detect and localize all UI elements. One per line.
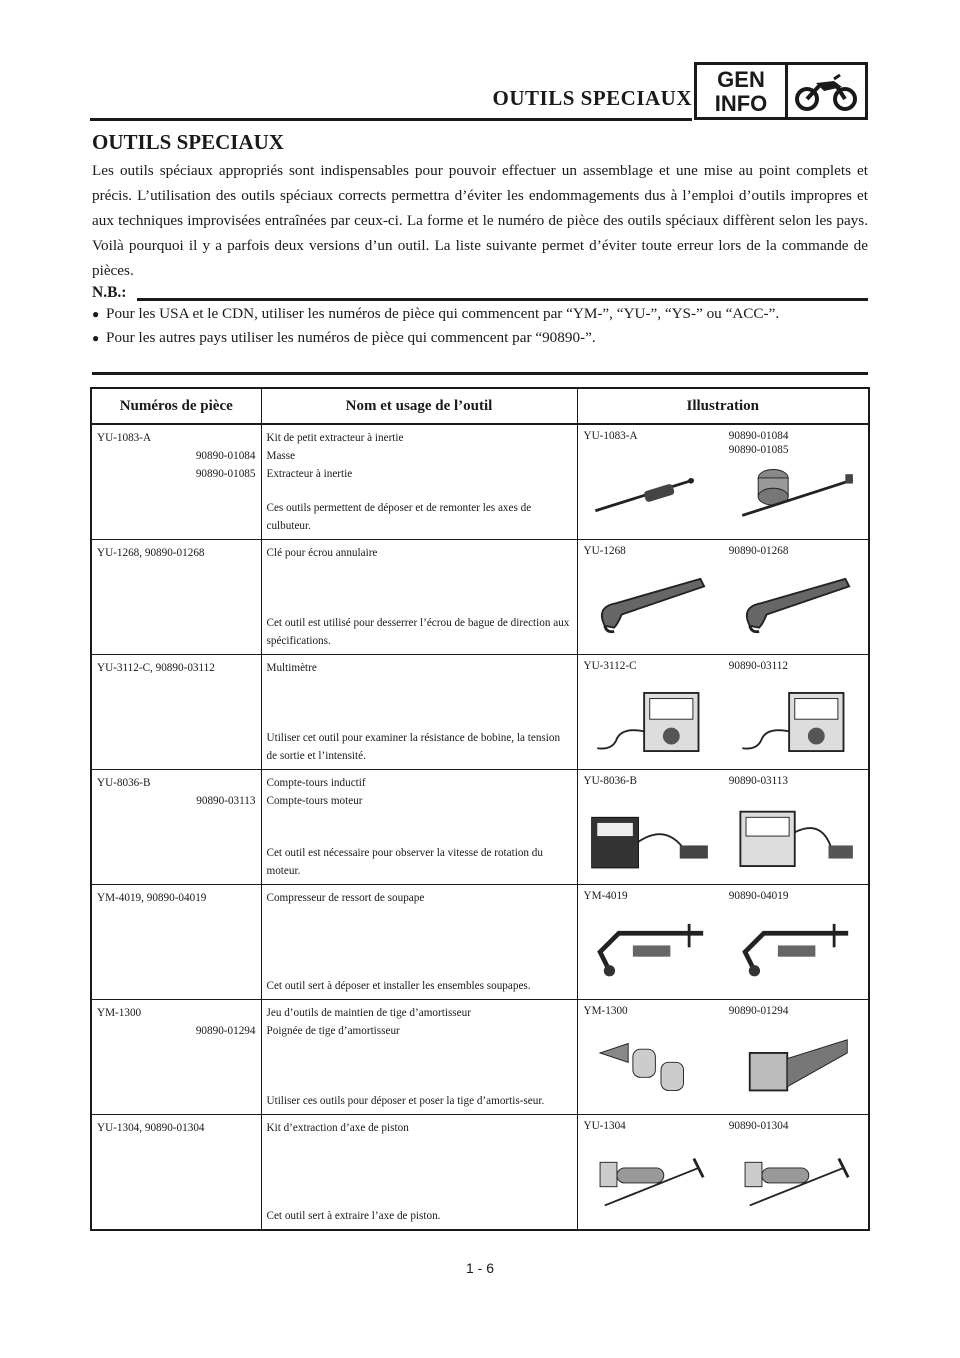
multimeter-icon (731, 687, 862, 757)
tool-name-cell (261, 655, 577, 770)
part-numbers-cell (91, 769, 261, 884)
badge-line-gen: GEN (717, 67, 765, 92)
note-end-rule (92, 372, 868, 375)
tool-usage: Utiliser cet outil pour examiner la résistance de bobine, la tension de sortie et l’intensité. (266, 731, 561, 762)
illustration-pair (578, 1000, 869, 1108)
damper-rod-holder-icon (731, 1032, 862, 1102)
illustration-cell (577, 424, 869, 540)
illustration-cell (577, 1114, 869, 1230)
illustration-pair (578, 885, 869, 993)
valve-spring-compressor-icon (586, 917, 717, 987)
illustration-label: 90890-01294 (728, 1004, 789, 1017)
ring-nut-wrench-icon (731, 572, 862, 642)
section-title: OUTILS SPECIAUX (92, 130, 284, 154)
illustration-usa (578, 1115, 723, 1223)
tool-description (267, 659, 572, 765)
tool-name: Compte-tours moteur (266, 794, 363, 807)
illustration-usa (578, 885, 723, 993)
illustration-label: 90890-03113 (728, 774, 788, 787)
note-bullet (92, 302, 868, 326)
part-number: YU-1083-A (97, 432, 152, 444)
table-header-row (91, 388, 869, 424)
tool-usage: Utiliser ces outils pour déposer et poser la tige d’amortis-seur. (266, 1094, 545, 1107)
illustration-pair (578, 655, 869, 763)
part-number: 90890-03113 (196, 794, 256, 807)
note-bullet-text: Pour les autres pays utiliser les numéros de pièce qui commencent par “90890-”. (106, 329, 596, 346)
illustration-usa (578, 425, 723, 533)
illustration-usa (578, 770, 723, 878)
part-number: YU-3112-C, 90890-03112 (97, 662, 215, 674)
illustration-pair (578, 540, 869, 648)
motorcycle-badge (786, 62, 868, 120)
part-numbers-cell (91, 884, 261, 999)
tool-name: Clé pour écrou annulaire (266, 547, 378, 560)
bullet-dot-icon: ● (92, 307, 100, 321)
illustration-other (723, 885, 868, 993)
tool-name: Masse (266, 450, 296, 462)
motorcycle-icon (794, 71, 858, 111)
tool-name-cell (261, 999, 577, 1114)
illustration-label: YU-1304 (583, 1119, 626, 1132)
illustration-label: 90890-01084 90890-01085 (728, 430, 789, 456)
tool-name: Compresseur de ressort de soupape (266, 891, 425, 904)
note-label: N.B.: (92, 284, 127, 301)
illustration-pair (578, 1115, 869, 1223)
piston-pin-puller-icon (731, 1147, 862, 1217)
illustration-cell (577, 655, 869, 770)
illustration-label: 90890-01268 (728, 545, 789, 558)
badge-line-info: INFO (714, 91, 768, 116)
table-row (91, 655, 869, 770)
part-numbers-cell (91, 999, 261, 1114)
damper-rod-holder-icon (586, 1032, 717, 1102)
tool-name-cell (261, 424, 577, 540)
illustration-other (723, 770, 868, 878)
illustration-cell (577, 884, 869, 999)
illustration-cell (577, 769, 869, 884)
part-number: YM-4019, 90890-04019 (97, 891, 207, 904)
table-row (91, 540, 869, 655)
tachometer-icon (586, 802, 717, 872)
tool-name-cell (261, 884, 577, 999)
illustration-label: 90890-04019 (728, 889, 789, 902)
tool-usage: Cet outil est nécessaire pour observer la vitesse de rotation du moteur. (266, 846, 543, 877)
tool-name-cell (261, 769, 577, 884)
page-number: 1 - 6 (465, 1260, 494, 1276)
tool-name: Compte-tours inductif (266, 776, 366, 789)
part-number: YU-1268, 90890-01268 (97, 547, 205, 560)
header-illustration: Illustration (577, 388, 869, 424)
tool-description (267, 889, 572, 995)
tool-description (267, 774, 572, 880)
piston-pin-puller-icon (586, 1147, 717, 1217)
special-tools-table (90, 387, 870, 1231)
illustration-label: 90890-03112 (728, 660, 788, 672)
tool-usage: Cet outil sert à déposer et installer les ensembles soupapes. (266, 979, 531, 992)
illustration-pair (578, 425, 869, 533)
illustration-usa (578, 655, 723, 763)
table-row (91, 884, 869, 999)
illustration-label: YU-3112-C (583, 660, 637, 672)
tool-usage: Ces outils permettent de déposer et de remonter les axes de culbuteur. (266, 502, 532, 533)
tool-usage: Cet outil est utilisé pour desserrer l’écrou de bague de direction aux spécifications. (266, 617, 570, 647)
note-bullet (92, 326, 868, 350)
note-rule (137, 298, 868, 301)
slide-hammer-icon (586, 457, 717, 527)
note-list (92, 302, 868, 350)
table-row (91, 769, 869, 884)
header-rule (90, 118, 692, 121)
tool-description (267, 429, 572, 535)
bullet-dot-icon: ● (92, 331, 100, 345)
illustration-pair (578, 770, 869, 878)
illustration-other (723, 540, 868, 648)
tool-description (267, 1119, 572, 1225)
note-bullet-text: Pour les USA et le CDN, utiliser les numéros de pièce qui commencent par “YM-”, “YU-”, “YS-” ou “ACC-”. (106, 305, 780, 322)
part-number: 90890-01084 (195, 450, 256, 462)
illustration-cell (577, 999, 869, 1114)
illustration-usa (578, 540, 723, 648)
table-row (91, 424, 869, 540)
illustration-other (723, 1115, 868, 1223)
tool-name: Jeu d’outils de maintien de tige d’amortisseur (266, 1006, 471, 1019)
header-part-numbers: Numéros de pièce (91, 388, 261, 424)
tool-description (267, 1004, 572, 1110)
illustration-label: YU-1268 (583, 545, 626, 558)
part-numbers-cell (91, 540, 261, 655)
slide-hammer-icon (731, 457, 862, 527)
multimeter-icon (586, 687, 717, 757)
intro-paragraph: Les outils spéciaux appropriés sont indispensables pour pouvoir effectuer un assemblage et une mise au point complets et précis. L’utilisation des outils spéciaux corrects permettra d’éviter les endommagements dus à l’emploi d’outils impropres et aux techniques improvisées entraînées par ceux-ci. La forme et le numéro de pièce des outils spéciaux diffèrent selon les pays. Voilà pourquoi il y a parfois deux versions d’un outil. La liste suivante permet d’éviter toute erreur lors de la commande de pièces. (92, 162, 868, 279)
illustration-other (723, 655, 868, 763)
tool-name-cell (261, 540, 577, 655)
header-title: OUTILS SPECIAUX (492, 86, 692, 110)
part-numbers-cell (91, 1114, 261, 1230)
part-numbers-cell (91, 424, 261, 540)
tool-name-cell (261, 1114, 577, 1230)
ring-nut-wrench-icon (586, 572, 717, 642)
part-numbers-cell (91, 655, 261, 770)
tool-usage: Cet outil sert à extraire l’axe de piston. (266, 1210, 441, 1222)
illustration-cell (577, 540, 869, 655)
header-tool-name: Nom et usage de l’outil (261, 388, 577, 424)
tool-name: Extracteur à inertie (266, 468, 353, 480)
part-number: YU-1304, 90890-01304 (97, 1121, 205, 1134)
tachometer-icon (731, 802, 862, 872)
illustration-other (723, 1000, 868, 1108)
valve-spring-compressor-icon (731, 917, 862, 987)
part-number: YU-8036-B (97, 776, 151, 789)
part-number: YM-1300 (97, 1006, 142, 1019)
illustration-label: YM-1300 (583, 1004, 628, 1017)
tool-name: Poignée de tige d’amortisseur (266, 1024, 400, 1037)
tool-name: Kit de petit extracteur à inertie (266, 432, 404, 444)
tool-description (267, 544, 572, 650)
illustration-label: 90890-01304 (728, 1119, 789, 1132)
illustration-other (723, 425, 868, 533)
tool-name: Kit d’extraction d’axe de piston (266, 1121, 409, 1134)
page-header (90, 62, 868, 120)
illustration-label: YU-1083-A (583, 430, 638, 442)
illustration-label: YM-4019 (583, 889, 628, 902)
part-number: 90890-01294 (195, 1024, 256, 1037)
illustration-label: YU-8036-B (583, 774, 637, 787)
gen-info-badge (694, 62, 788, 120)
tool-name: Multimètre (266, 662, 317, 674)
illustration-usa (578, 1000, 723, 1108)
table-row (91, 1114, 869, 1230)
part-number: 90890-01085 (195, 468, 256, 480)
table-row (91, 999, 869, 1114)
